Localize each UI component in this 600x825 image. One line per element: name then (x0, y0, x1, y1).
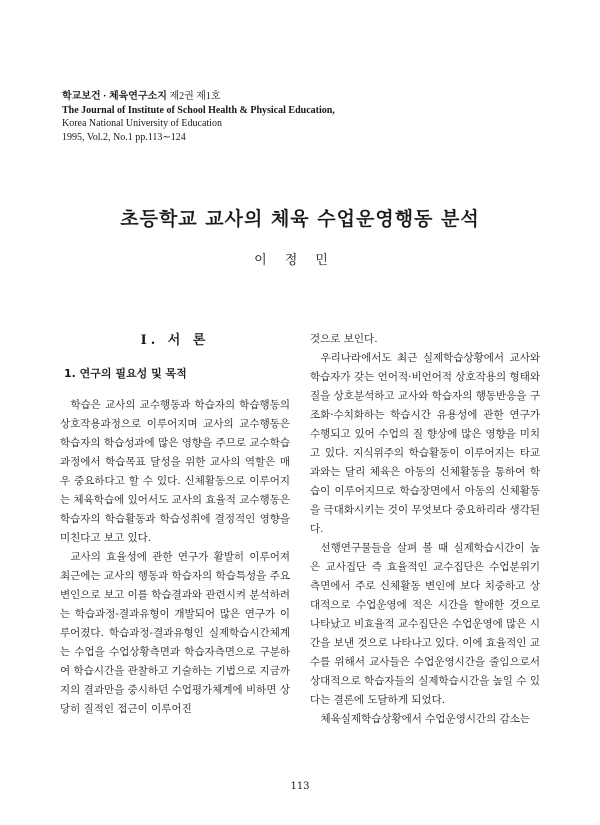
journal-publisher: Korea National University of Education (62, 118, 222, 129)
journal-header (62, 90, 335, 144)
paper-author: 이정민 (254, 253, 346, 268)
subsection-heading-purpose: 1. 연구의 필요성 및 목적 (64, 367, 187, 380)
body-paragraph: 체육실제학습상황에서 수업운영시간의 감소는 (320, 713, 531, 725)
body-paragraph: 교사의 효율성에 관한 연구가 활발히 이루어져 최근에는 교사의 행동과 학습자의 학습특성을 주요 변인으로 보고 이를 학습결과와 관련시켜 분석하려는 학습과정-결과유형이 개발되어 많은 연구가 이루어졌다. 학습과정-결과유형인 실제학습시간체계는 수업을 수업상황측면과 학습자측면으로 구분하여 학습시간을 관찰하고 기술하는 기법으로 지금까지의 결과만을 중시하던 수업평가체계에 비하면 상당히 질적인 접근이 이루어진 (60, 551, 290, 715)
right-column (310, 330, 540, 729)
body-paragraph: 학습은 교사의 교수행동과 학습자의 학습행동의 상호작용과정으로 이루어지며 교사의 교수행동은 학습자의 학습성과에 많은 영향을 주므로 교수학습과정에서 학습목표 달성을 위한 교사의 역할은 매우 중요하다고 할 수 있다. 신체활동으로 이루어지는 체육학습에 있어서도 교사의 효율적 교수행동은 학습자의 학습활동과 학습성취에 결정적인 영향을 미친다고 보고 있다. (60, 399, 290, 544)
journal-title-english: The Journal of Institute of School Health & Physical Education, (62, 104, 335, 116)
body-paragraph: 것으로 보인다. (310, 333, 378, 345)
journal-title-korean: 학교보건 · 체육연구소지 (62, 91, 167, 102)
paper-title: 초등학교 교사의 체육 수업운영행동 분석 (120, 208, 480, 230)
body-paragraph: 선행연구물들을 살펴 볼 때 실제학습시간이 높은 교사집단 즉 효율적인 교수집단은 수업분위기 측면에서 주로 신체활동 변인에 보다 치중하고 상대적으로 수업운영에 적은 시간을 할애한 것으로 나타났고 비효율적 교수집단은 수업운영에 많은 시간을 보낸 것으로 나타나고 있다. 이에 효율적인 교수를 위해서 교사들은 수업운영시간을 줄임으로서 상대적으로 학습자들의 실제학습시간을 높일 수 있다는 결론에 도달하게 되었다. (310, 542, 540, 706)
journal-volume: 제2권 제1호 (166, 91, 221, 102)
section-heading-introduction: Ⅰ. 서 론 (140, 333, 210, 348)
body-paragraph: 우리나라에서도 최근 실제학습상황에서 교사와 학습자가 갖는 언어적·비언어적 상호작용의 형태와 질을 상호분석하고 교사와 학습자의 행동반응을 구조화·수치화하는 학습시간 유용성에 관한 연구가 수행되고 있어 수업의 질 향상에 많은 영향을 미치고 있다. 지식위주의 학습활동이 이루어지는 타교과와는 달리 체육은 아동의 신체활동을 통하여 학습이 이루어지므로 학습장면에서 아동의 신체활동을 극대화시키는 것이 무엇보다 중요하리라 생각된다. (310, 352, 540, 535)
journal-title-line (62, 90, 335, 104)
left-column (60, 330, 290, 719)
journal-citation: 1995, Vol.2, No.1 pp.113∼124 (62, 131, 186, 143)
page-number: 113 (290, 781, 310, 792)
